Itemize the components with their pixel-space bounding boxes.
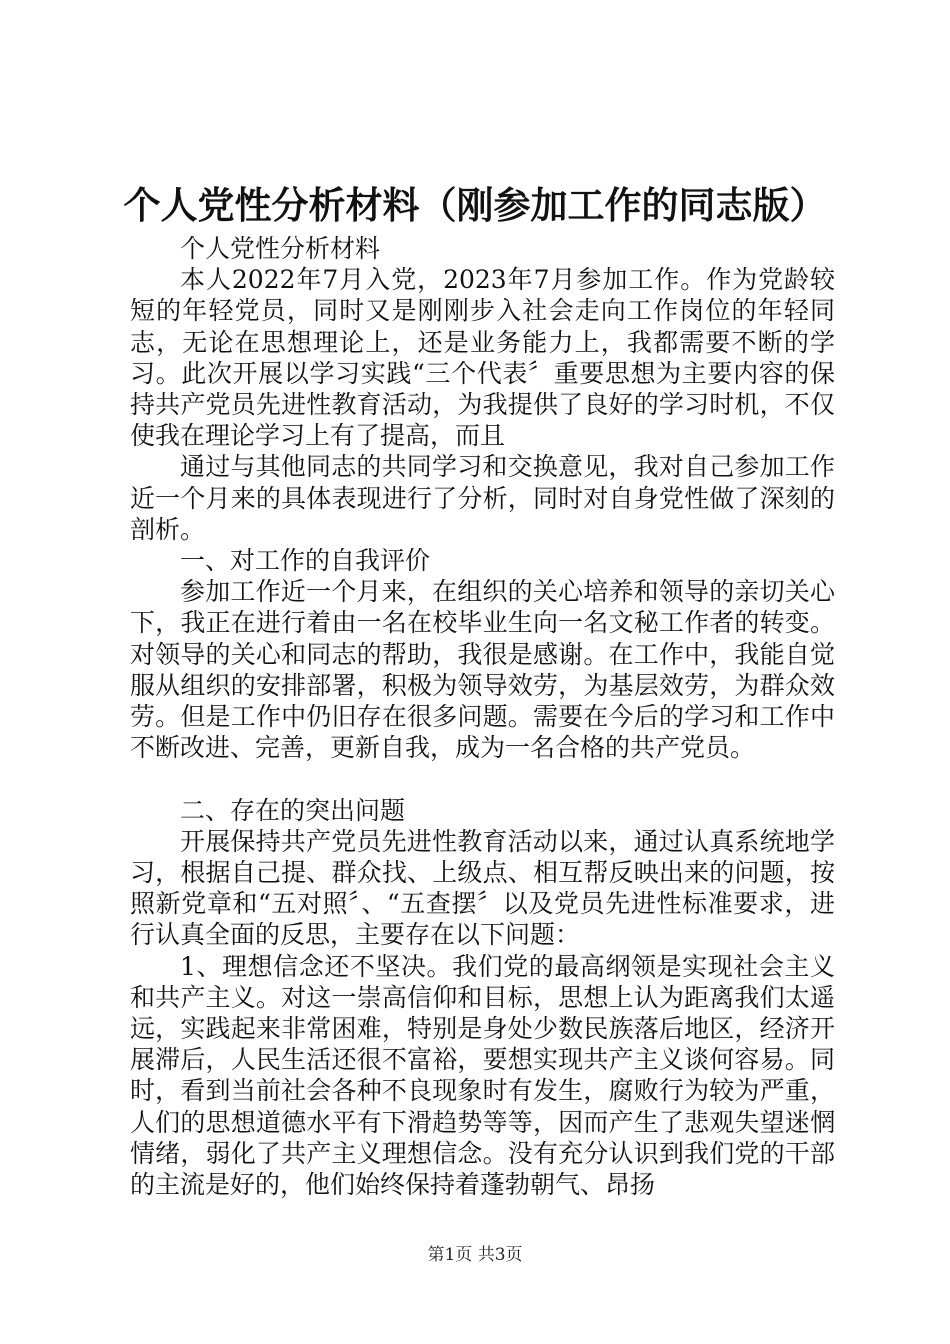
document-body bbox=[130, 233, 835, 1200]
document-title: 个人党性分析材料（刚参加工作的同志版） bbox=[123, 183, 827, 227]
paragraph-subtitle: 个人党性分析材料 bbox=[180, 234, 381, 263]
paragraph-problem-1: 1、理想信念还不坚决。我们党的最高纲领是实现社会主义和共产主义。对这一崇高信仰和目标，思想上认为距离我们太遥远，实践起来非常困难，特别是身处少数民族落后地区，经济开展滞后，人民生活还很不富裕，要想实现共产主义谈何容易。同时，看到当前社会各种不良现象时有发生，腐败行为较为严重，人们的思想道德水平有下滑趋势等等，因而产生了悲观失望迷惘情绪，弱化了共产主义理想信念。没有充分认识到我们党的干部的主流是好的，他们始终保持着蓬勃朝气、昂扬 bbox=[130, 951, 835, 1200]
paragraph-intro: 本人2022年7月入党，2023年7月参加工作。作为党龄较短的年轻党员，同时又是刚刚步入社会走向工作岗位的年轻同志，无论在思想理论上，还是业务能力上，我都需要不断的学习。此次开展以学习实践“三个代表〞重要思想为主要内容的保持共产党员先进性教育活动，为我提供了良好的学习时机，不仅使我在理论学习上有了提高，而且 bbox=[130, 265, 835, 451]
paragraph-self-evaluation: 参加工作近一个月来，在组织的关心培养和领导的亲切关心下，我正在进行着由一名在校毕业生向一名文秘工作者的转变。对领导的关心和同志的帮助，我很是感谢。在工作中，我能自觉服从组织的安排部署，积极为领导效劳，为基层效劳，为群众效劳。但是工作中仍旧存在很多问题。需要在今后的学习和工作中不断改进、完善，更新自我，成为一名合格的共产党员。 bbox=[130, 577, 835, 763]
paragraph-self-analysis: 通过与其他同志的共同学习和交换意见，我对自己参加工作近一个月来的具体表现进行了分析，同时对自身党性做了深刻的剖析。 bbox=[130, 452, 835, 544]
paragraph-problems-intro: 开展保持共产党员先进性教育活动以来，通过认真系统地学习，根据自己提、群众找、上级点、相互帮反映出来的问题，按照新党章和“五对照〞、“五查摆〞以及党员先进性标准要求，进行认真全面的反思，主要存在以下问题： bbox=[130, 826, 835, 950]
section-heading-self-evaluation: 一、对工作的自我评价 bbox=[180, 546, 431, 576]
section-heading-problems: 二、存在的突出问题 bbox=[180, 795, 406, 825]
page-indicator: 第1页 共3页 bbox=[427, 1245, 523, 1265]
